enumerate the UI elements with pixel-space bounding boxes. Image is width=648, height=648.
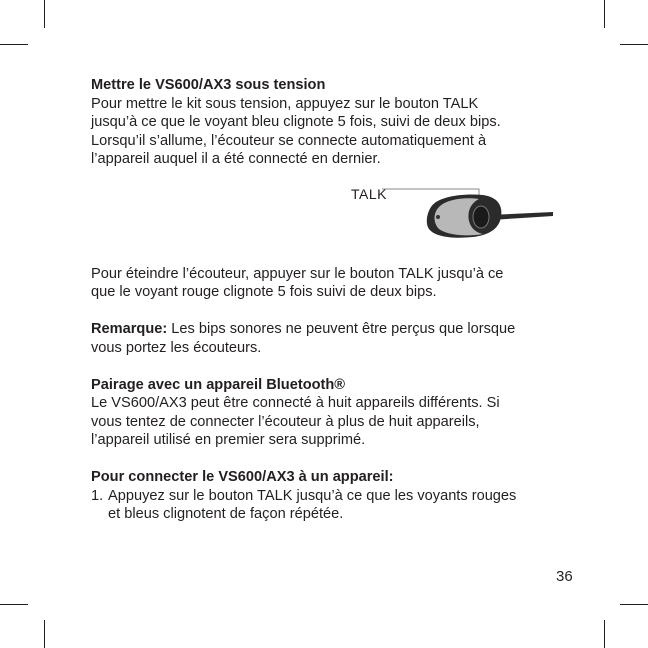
crop-mark-top-left-vertical [44, 0, 45, 28]
crop-mark-top-right-vertical [604, 0, 605, 28]
remark-section [91, 320, 561, 357]
power-off-text-line: Pour éteindre l’écouteur, appuyer sur le bouton TALK jusqu’à ce [91, 265, 504, 282]
crop-mark-top-left-horizontal [0, 44, 28, 45]
list-item [91, 487, 561, 524]
talk-button [473, 206, 489, 228]
crop-mark-bottom-right-horizontal [620, 604, 648, 605]
power-off-text-line: que le voyant rouge clignote 5 fois suivi de deux bips. [91, 284, 437, 300]
power-on-text-line: Lorsqu’il s’allume, l’écouteur se connecte automatiquement à [91, 132, 487, 149]
crop-mark-bottom-left-horizontal [0, 604, 28, 605]
power-off-section [91, 265, 561, 302]
connect-heading: Pour connecter le VS600/AX3 à un appareil: [91, 469, 394, 485]
crop-mark-top-right-horizontal [620, 44, 648, 45]
pairing-text-line: vous tentez de connecter l’écouteur à plus de huit appareils, [91, 413, 480, 430]
power-on-section [91, 76, 561, 169]
talk-label: TALK [351, 185, 387, 202]
headset-figure [91, 177, 561, 261]
pairing-text-line: Le VS600/AX3 peut être connecté à huit appareils différents. Si [91, 395, 500, 411]
remark-line [91, 320, 561, 339]
power-on-heading: Mettre le VS600/AX3 sous tension [91, 77, 326, 93]
page-number: 36 [556, 568, 573, 585]
crop-mark-bottom-left-vertical [44, 620, 45, 648]
remark-label: Remarque: [91, 321, 168, 337]
list-item-line: Appuyez sur le bouton TALK jusqu’à ce que les voyants rouges [108, 487, 517, 504]
remark-text: Les bips sonores ne peuvent être perçus que lorsque [167, 321, 516, 337]
remark-line: vous portez les écouteurs. [91, 339, 262, 356]
pairing-heading: Pairage avec un appareil Bluetooth® [91, 376, 346, 393]
page-content [91, 76, 561, 524]
pairing-section [91, 376, 561, 450]
list-item-text [108, 487, 516, 524]
power-on-text-line: jusqu’à ce que le voyant bleu clignote 5 fois, suivi de deux bips. [91, 114, 501, 130]
indicator-light [436, 215, 440, 219]
power-on-text-line: l’appareil auquel il a été connecté en dernier. [91, 151, 381, 167]
power-on-text-line: Pour mettre le kit sous tension, appuyez sur le bouton TALK [91, 95, 479, 112]
headset-icon [91, 177, 561, 261]
crop-mark-bottom-right-vertical [604, 620, 605, 648]
list-item-number: 1. [91, 487, 104, 504]
connect-section [91, 468, 561, 524]
list-item-line: et bleus clignotent de façon répétée. [108, 506, 344, 522]
pairing-text-line: l’appareil utilisé en premier sera supprimé. [91, 432, 366, 448]
